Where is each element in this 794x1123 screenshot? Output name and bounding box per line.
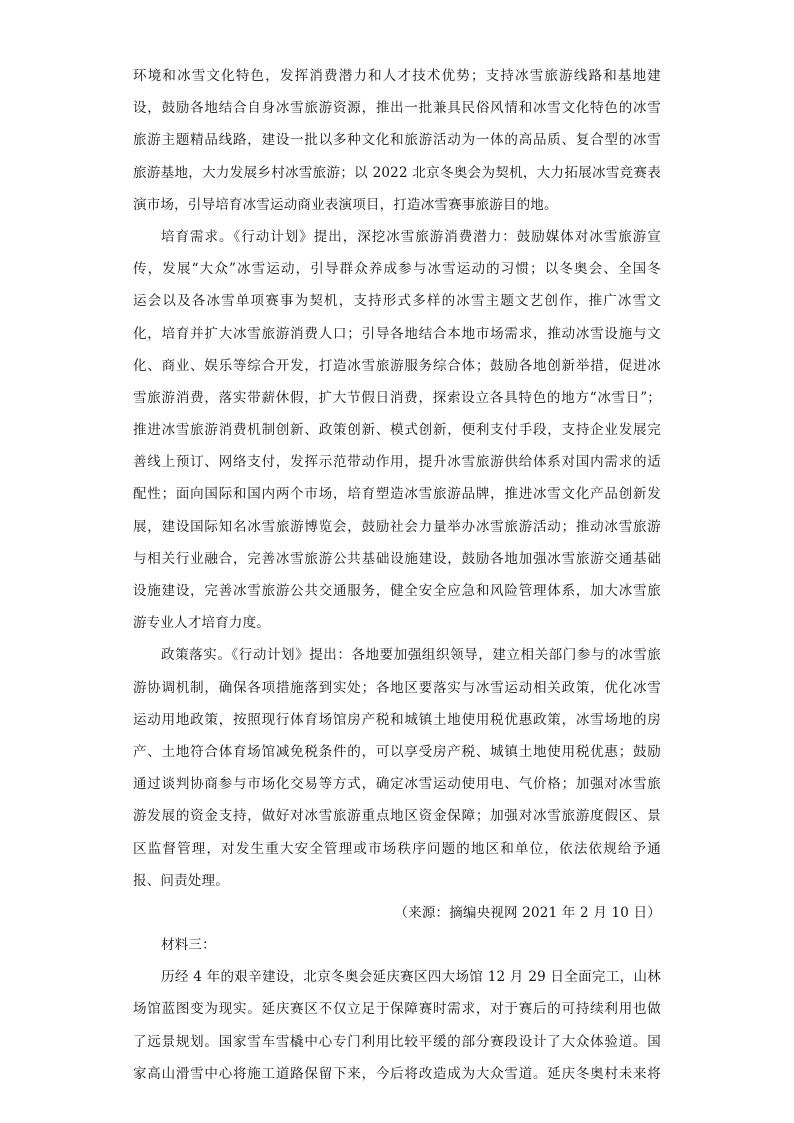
text-line: 旅游主题精品线路，建设一批以多种文化和旅游活动为一体的高品质、复合型的冰雪 [133, 132, 661, 149]
text-line: 旅游基地，大力发展乡村冰雪旅游；以 2022 北京冬奥会为契机，大力拓展冰雪竞赛表 [133, 164, 661, 181]
text-line: 雪旅游消费，落实带薪休假，扩大节假日消费，探索设立各具特色的地方“冰雪日”； [133, 389, 661, 406]
text-line: 历经 4 年的艰辛建设，北京冬奥会延庆赛区四大场馆 12 月 29 日全面完工，山林 [161, 969, 661, 986]
paragraph-snow-tourism-routes [133, 60, 661, 221]
text-line: 化，培育并扩大冰雪旅游消费人口；引导各地结合本地市场需求，推动冰雪设施与文 [133, 325, 661, 342]
text-line: 了远景规划。国家雪车雪橇中心专门利用比较平缓的部分赛段设计了大众体验道。国 [133, 1033, 661, 1050]
text-line: 产、土地符合体育场馆减免税条件的，可以享受房产税、城镇土地使用税优惠；鼓励 [133, 743, 661, 760]
paragraph-policy-implementation [133, 639, 661, 897]
text-line: 演市场，引导培育冰雪运动商业表演项目，打造冰雪赛事旅游目的地。 [133, 196, 558, 213]
text-line: 善线上预订、网络支付，发挥示范带动作用，提升冰雪旅游供给体系对国内需求的适 [133, 454, 661, 471]
text-line: 游专业人才培育力度。 [133, 615, 270, 632]
text-line: 游协调机制，确保各项措施落到实处；各地区要落实与冰雪运动相关政策，优化冰雪 [133, 679, 661, 696]
text-line: 设施建设，完善冰雪旅游公共交通服务，健全安全应急和风险管理体系，加大冰雪旅 [133, 583, 661, 599]
text-line: 通过谈判协商参与市场化交易等方式，确定冰雪运动使用电、气价格；加强对冰雪旅 [133, 776, 661, 793]
text-line: 化、商业、娱乐等综合开发，打造冰雪旅游服务综合体；鼓励各地创新举措，促进冰 [133, 357, 661, 374]
text-line: 游发展的资金支持，做好对冰雪旅游重点地区资金保障；加强对冰雪旅游度假区、景 [133, 808, 661, 825]
text-line: 与相关行业融合，完善冰雪旅游公共基础设施建设，鼓励各地加强冰雪旅游交通基础 [133, 550, 661, 567]
text-line: 家高山滑雪中心将施工道路保留下来，今后将改造成为大众雪道。延庆冬奥村未来将 [133, 1065, 661, 1082]
text-line: 运会以及各冰雪单项赛事为契机，支持形式多样的冰雪主题文艺创作，推广冰雪文 [133, 293, 661, 310]
text-line: 配性；面向国际和国内两个市场，培育塑造冰雪旅游品牌，推进冰雪文化产品创新发 [133, 486, 661, 503]
text-line: 报、问责处理。 [133, 872, 229, 889]
text-column [133, 60, 661, 1090]
text-line: 政策落实。《行动计划》提出：各地要加强组织领导，建立相关部门参与的冰雪旅 [161, 647, 661, 664]
text-line: 传，发展“大众”冰雪运动，引导群众养成参与冰雪运动的习惯；以冬奥会、全国冬 [133, 261, 661, 278]
text-line: 场馆蓝图变为现实。延庆赛区不仅立足于保障赛时需求，对于赛后的可持续利用也做 [133, 1001, 661, 1018]
text-line: 设，鼓励各地结合自身冰雪旅游资源，推出一批兼具民俗风情和冰雪文化特色的冰雪 [133, 100, 661, 117]
paragraph-yanqing-venues [133, 961, 661, 1090]
source-citation: （来源：摘编央视网 2021 年 2 月 10 日） [394, 904, 661, 921]
text-line: 展，建设国际知名冰雪旅游博览会，鼓励社会力量举办冰雪旅游活动；推动冰雪旅游 [133, 518, 661, 535]
text-line: 培育需求。《行动计划》提出，深挖冰雪旅游消费潜力：鼓励媒体对冰雪旅游宣 [161, 228, 661, 245]
material-label: 材料三： [161, 937, 216, 954]
text-line: 推进冰雪旅游消费机制创新、政策创新、模式创新，便利支付手段，支持企业发展完 [133, 422, 661, 439]
text-line: 环境和冰雪文化特色，发挥消费潜力和人才技术优势；支持冰雪旅游线路和基地建 [133, 68, 661, 84]
paragraph-cultivate-demand [133, 221, 661, 639]
text-line: 运动用地政策，按照现行体育场馆房产税和城镇土地使用税优惠政策，冰雪场地的房 [133, 711, 661, 728]
text-line: 区监督管理，对发生重大安全管理或市场秩序问题的地区和单位，依法依规给予通 [133, 840, 661, 857]
